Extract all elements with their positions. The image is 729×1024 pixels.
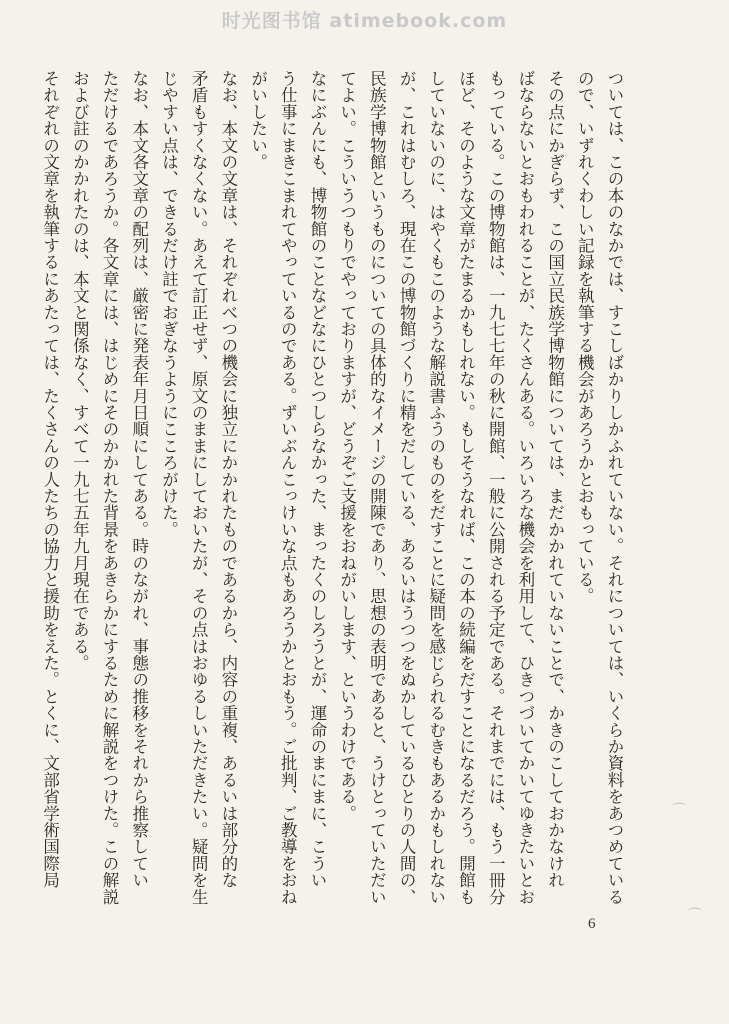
text-line: てよい。こういうつもりでやっておりますが、どうぞご支援をおねがいします、というわけである。: [337, 70, 357, 822]
text-line: う仕事にまきこまれてやっているのである。ずいぶんこっけいな点もあろうかとおもう。ご批判、ご教導をおね: [278, 70, 298, 905]
text-line: ばならないとおもわれることが、たくさんある。いろいろな機会を利用して、ひきつづいてかいてゆきたいとお: [515, 70, 535, 905]
text-line: なにぶんにも、博物館のことなどなにひとつしらなかった、まったくのしろうとが、運命のまにまに、こうい: [307, 70, 327, 889]
scan-mark-icon: ⌒: [688, 908, 702, 924]
text-line: および註のかかれたのは、本文と関係なく、すべて一九七五年九月現在である。: [70, 70, 90, 672]
text-line: ついては、この本のなかでは、すこしばかりしかふれていない。それについては、いくらか資料をあつめている: [605, 70, 624, 905]
text-line: がいしたい。: [248, 70, 268, 171]
text-line: なお、本文各文章の配列は、厳密に発表年月日順にしてある。時のながれ、事態の推移をそれから推察してい: [129, 70, 149, 889]
text-line: なお、本文の文章は、それぞれべつの機会に独立にかかれたものであるから、内容の重複、あるいは部分的な: [218, 70, 238, 889]
text-line: じやすい点は、できるだけ註でおぎなうようにこころがけた。: [159, 70, 179, 538]
text-line: それぞれの文章を執筆するにあたっては、たくさんの人たちの協力と援助をえた。とくに、文部省学術国際局: [40, 70, 60, 889]
watermark: 时光图书馆 atimebook.com: [221, 10, 508, 32]
page-number: 6: [588, 916, 596, 932]
text-line: もっている。この博物館は、一九七七年の秋に開館、一般に公開される予定である。それまでには、もう一冊分: [486, 70, 506, 905]
text-line: していないのに、はやくもこのような解説書ふうのものをだすことに疑問を感じられるむきもあるかもしれない: [426, 70, 446, 905]
text-line: ので、いずれくわしい記録を執筆する機会があろうかとおもっている。: [575, 70, 595, 605]
scan-mark-icon: ⌒: [672, 803, 686, 819]
text-line: ほど、そのような文章がたまるかもしれない。もしそうなれば、この本の続編をだすことになるだろう。開館も: [456, 70, 476, 905]
text-line: が、これはむしろ、現在この博物館づくりに精をだしている、あるいはうつつをぬかしているひとりの人間の、: [397, 70, 417, 905]
text-line: その点にかぎらず、この国立民族学博物館については、まだかかれていないことで、かきのこしておかなけれ: [545, 70, 565, 889]
text-line: ただけるであろうか。各文章には、はじめにそのかかれた背景をあきらかにするために解説をつけた。この解説: [100, 70, 120, 905]
body-text: [35, 70, 629, 905]
text-line: 民族学博物館というものについての具体的なイメージの開陳であり、思想の表明であると、うけとっていただい: [367, 70, 387, 905]
text-line: 矛盾もすくなくない。あえて訂正せず、原文のままにしておいたが、その点はおゆるしいただきたい。疑問を生: [189, 70, 209, 905]
